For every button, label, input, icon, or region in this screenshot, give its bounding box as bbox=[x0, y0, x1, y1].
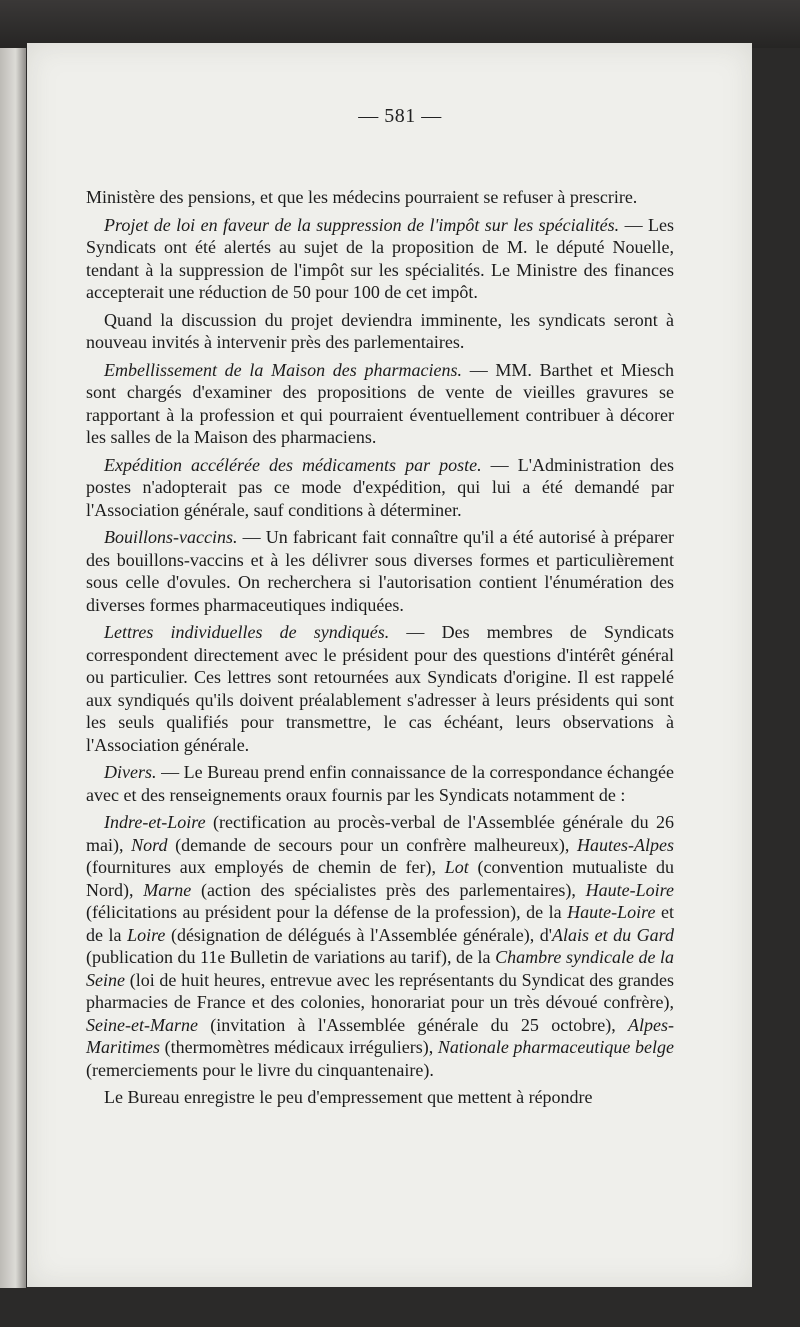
paragraph bbox=[86, 186, 674, 209]
text-run: et de la bbox=[86, 902, 675, 945]
paragraph bbox=[86, 309, 674, 354]
body-text bbox=[86, 186, 674, 1114]
syndicate-name: Nationale pharmaceutique belge bbox=[437, 1037, 674, 1057]
syndicate-name: Seine-et-Marne bbox=[86, 1014, 198, 1035]
syndicate-name: Hautes-Alpes bbox=[577, 834, 674, 855]
syndicate-name: Nord bbox=[131, 834, 168, 855]
syndicate-name: Loire bbox=[127, 924, 166, 945]
text-run: — Un fabricant fait connaître qu'il a été autorisé à préparer des bouillons-vaccins et à les délivrer sous diverses formes et particulièrement sous celle d'ovules. On recherchera si l'autorisation contient l'énumération des diverses formes pharmaceutiques indiquées. bbox=[86, 527, 674, 615]
section-heading: Expédition accélérée des médicaments par poste. bbox=[104, 454, 482, 475]
syndicate-name: Alpes-Maritimes bbox=[86, 1014, 674, 1057]
text-run: (convention mutualiste du Nord), bbox=[86, 857, 674, 900]
text-run: (fournitures aux employés de chemin de fer), bbox=[86, 857, 445, 877]
syndicate-name: Chambre syndicale de la Seine bbox=[86, 947, 675, 990]
text-run: Quand la discussion du projet deviendra imminente, les syndicats seront à nouveau invités à intervenir près des parlementaires. bbox=[86, 309, 674, 352]
paragraph bbox=[86, 359, 674, 449]
paragraph bbox=[86, 454, 674, 522]
text-run: (action des spécialistes près des parlementaires), bbox=[191, 879, 586, 900]
paragraph bbox=[86, 621, 674, 756]
adjacent-page-edge bbox=[0, 48, 26, 1288]
paragraph bbox=[86, 214, 674, 304]
section-heading: Bouillons-vaccins. bbox=[104, 527, 238, 547]
text-run: (demande de secours pour un confrère malheureux), bbox=[167, 834, 578, 855]
section-heading: Embellissement de la Maison des pharmaciens. bbox=[104, 359, 462, 380]
paragraph bbox=[86, 1086, 674, 1109]
text-run: (invitation à l'Assemblée générale du 25 octobre), bbox=[197, 1014, 629, 1035]
syndicate-name: Alais et du Gard bbox=[552, 924, 674, 945]
text-run: — Les Syndicats ont été alertés au sujet de la proposition de M. le député Nouelle, tendant à la suppression de l'impôt sur les spécialités. Le Ministre des finances accepterait une réduction de 50 pour 100 de cet impôt. bbox=[86, 214, 674, 302]
paragraph bbox=[86, 761, 674, 806]
section-heading: Projet de loi en faveur de la suppression de l'impôt sur les spécialités. bbox=[104, 214, 620, 235]
text-run: (félicitations au président pour la défense de la profession), de la bbox=[86, 902, 568, 922]
text-run: — L'Administration des postes n'adopterait pas ce mode d'expédition, qui lui a été demandé par l'Association générale, sauf conditions à déterminer. bbox=[86, 454, 674, 520]
text-run: (loi de huit heures, entrevue avec les représentants du Syndicat des grandes pharmacies de France et des colonies, honorariat pour un très dévoué confrère), bbox=[86, 969, 674, 1012]
text-run: (rectification au procès-verbal de l'Assemblée générale du 26 mai), bbox=[86, 812, 674, 855]
syndicate-name: Marne bbox=[143, 879, 192, 900]
text-run: Ministère des pensions, et que les médecins pourraient se refuser à prescrire. bbox=[86, 187, 638, 207]
text-run: (désignation de délégués à l'Assemblée générale), d' bbox=[165, 924, 553, 945]
section-heading: Divers. bbox=[104, 762, 157, 782]
syndicate-name: Indre-et-Loire bbox=[104, 812, 206, 832]
text-run: (thermomètres médicaux irréguliers), bbox=[160, 1037, 438, 1057]
syndicate-name: Lot bbox=[444, 857, 469, 877]
text-run: Le Bureau enregistre le peu d'empressement que mettent à répondre bbox=[104, 1087, 593, 1107]
scan-background bbox=[0, 0, 800, 48]
syndicate-name: Haute-Loire bbox=[567, 902, 656, 922]
syndicate-name: Haute-Loire bbox=[585, 879, 674, 900]
text-run: (publication du 11e Bulletin de variations au tarif), de la bbox=[86, 947, 496, 967]
text-run: — Des membres de Syndicats correspondent directement avec le président pour des questions d'intérêt général ou particulier. Ces lettres sont retournées aux Syndicats d'origine. Il est rappelé aux syndiqués qu'ils doivent préalablement s'adresser à leurs présidents qui sont les seuls qualifiés pour transmettre, le cas échéant, leurs observations à l'Association générale. bbox=[86, 622, 674, 755]
text-run: (remerciements pour le livre du cinquantenaire). bbox=[86, 1059, 434, 1080]
paragraph bbox=[86, 811, 674, 1081]
text-run: — Le Bureau prend enfin connaissance de la correspondance échangée avec et des renseignements oraux fournis par les Syndicats notamment de : bbox=[86, 762, 674, 805]
page-number: — 581 — bbox=[358, 105, 442, 127]
section-heading: Lettres individuelles de syndiqués. bbox=[104, 622, 390, 642]
paragraph bbox=[86, 526, 674, 616]
text-run: — MM. Barthet et Miesch sont chargés d'examiner des propositions de vente de vieilles gravures se rapportant à la profession et qui pourraient éventuellement contribuer à décorer les salles de la Maison des pharmaciens. bbox=[86, 359, 674, 447]
